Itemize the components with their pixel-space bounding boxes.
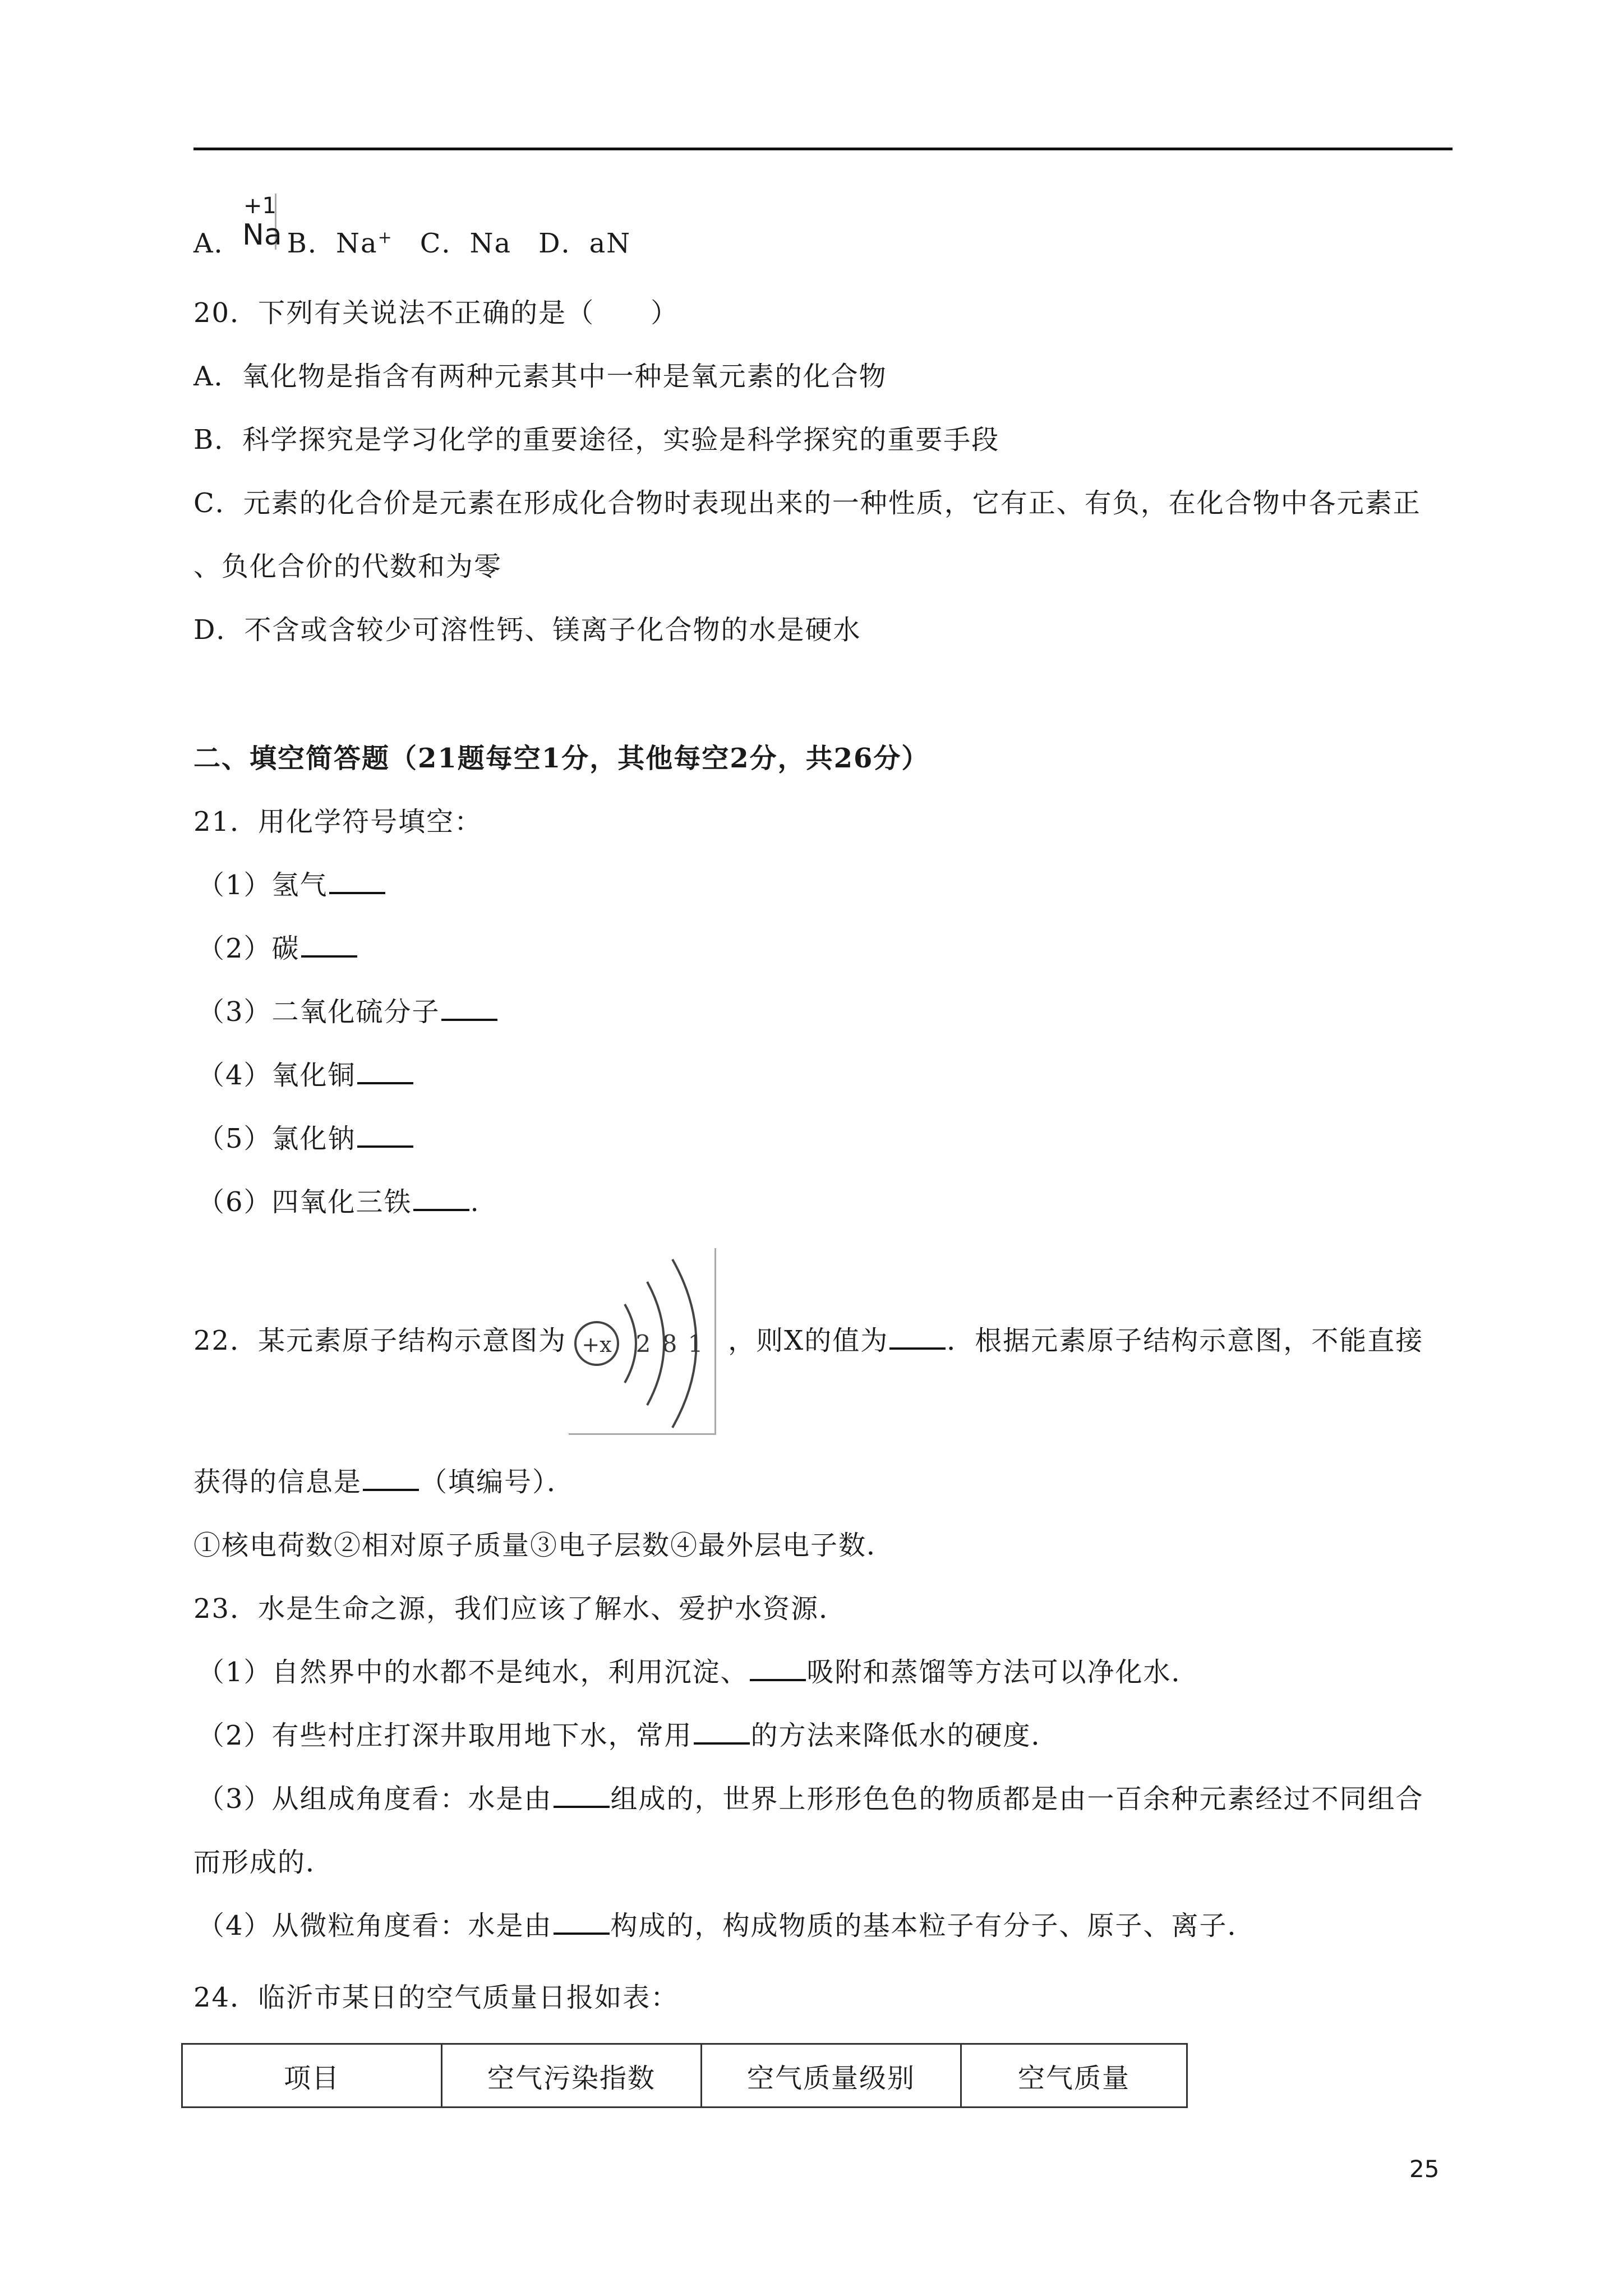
q24-stem: 24．临沂市某日的空气质量日报如表： bbox=[193, 1982, 679, 2013]
q22-line1: 22．某元素原子结构示意图为 ，则X的值为 ．根据元素原子结构示意图，不能直接 bbox=[193, 1325, 1424, 1356]
section2-heading: 二、填空简答题（21题每空1分，其他每空2分，共26分） bbox=[193, 743, 930, 774]
q21-item-2: （2）碳 bbox=[197, 932, 358, 965]
q21-item-6: （6）四氧化三铁 . bbox=[197, 1186, 480, 1218]
atomic-structure-svg bbox=[569, 1248, 714, 1433]
q22-line3: ①核电荷数②相对原子质量③电子层数④最外层电子数． bbox=[193, 1530, 895, 1561]
q20-option-a: A．氧化物是指含有两种元素其中一种是氧元素的化合物 bbox=[193, 361, 887, 392]
table-header-row bbox=[182, 2044, 1187, 2108]
page-number: 25 bbox=[1409, 2155, 1440, 2183]
answer-blank[interactable] bbox=[554, 1910, 610, 1935]
valence-sup: +1 bbox=[243, 193, 276, 219]
q21-item-5: （5）氯化钠 bbox=[197, 1122, 414, 1156]
q20-option-b: B．科学探究是学习化学的重要途径，实验是科学探究的重要手段 bbox=[193, 424, 1000, 455]
q20-stem: 20．下列有关说法不正确的是（ ） bbox=[193, 297, 679, 329]
q23-part-3: （3）从组成角度看：水是由 组成的，世界上形形色色的物质都是由一百余种元素经过不同组合 bbox=[197, 1783, 1424, 1815]
q22-line2: 获得的信息是 （填编号）． bbox=[193, 1466, 575, 1498]
q23-part-1: （1）自然界中的水都不是纯水，利用沉淀、 吸附和蒸馏等方法可以净化水． bbox=[197, 1657, 1200, 1688]
q19-options bbox=[193, 218, 631, 260]
shell-electrons-3: 1 bbox=[688, 1330, 703, 1358]
q19-option-b: B．Na+ bbox=[287, 228, 393, 259]
q20-option-d: D．不含或含较少可溶性钙、镁离子化合物的水是硬水 bbox=[193, 614, 861, 646]
answer-blank[interactable] bbox=[889, 1325, 946, 1350]
answer-blank[interactable] bbox=[301, 933, 357, 958]
q21-item-4: （4）氧化铜 bbox=[197, 1059, 414, 1092]
q23-stem: 23．水是生命之源，我们应该了解水、爱护水资源． bbox=[193, 1593, 847, 1625]
q19-option-d: D．aN bbox=[538, 228, 631, 259]
shell-electrons-1: 2 bbox=[635, 1330, 651, 1358]
shell-electrons-2: 8 bbox=[662, 1330, 677, 1358]
answer-blank[interactable] bbox=[694, 1720, 750, 1745]
q23-part-2: （2）有些村庄打深井取用地下水，常用 的方法来降低水的硬度． bbox=[197, 1720, 1059, 1751]
answer-blank[interactable] bbox=[357, 1123, 413, 1148]
answer-blank[interactable] bbox=[413, 1186, 469, 1211]
q20-option-c-line1: C．元素的化合价是元素在形成化合物时表现出来的一种性质，它有正、有负，在化合物中各元素正 bbox=[193, 487, 1421, 519]
q21-stem: 21．用化学符号填空： bbox=[193, 806, 483, 838]
q21-item-1: （1）氢气 bbox=[197, 868, 386, 902]
answer-blank[interactable] bbox=[329, 869, 385, 894]
answer-blank[interactable] bbox=[363, 1466, 419, 1491]
air-quality-table bbox=[181, 2043, 1188, 2108]
q23-part-3-cont: 而形成的． bbox=[193, 1847, 334, 1878]
q23-part-4: （4）从微粒角度看：水是由 构成的，构成物质的基本粒子有分子、原子、离子． bbox=[197, 1910, 1256, 1941]
q20-option-c-line2: 、负化合价的代数和为零 bbox=[193, 551, 502, 582]
answer-blank[interactable] bbox=[554, 1783, 610, 1808]
valence-element: Na bbox=[242, 218, 282, 252]
q19-option-c: C．Na bbox=[419, 228, 512, 259]
nucleus-label: +x bbox=[582, 1332, 612, 1357]
answer-blank[interactable] bbox=[441, 996, 497, 1021]
table-header-cell: 项目 bbox=[182, 2044, 442, 2108]
answer-blank[interactable] bbox=[357, 1060, 413, 1084]
table-header-cell: 空气污染指数 bbox=[442, 2044, 702, 2108]
answer-blank[interactable] bbox=[750, 1657, 806, 1681]
q21-item-3: （3）二氧化硫分子 bbox=[197, 995, 499, 1029]
table-header-cell: 空气质量 bbox=[961, 2044, 1187, 2108]
atomic-structure-diagram bbox=[569, 1248, 716, 1435]
table-header-cell: 空气质量级别 bbox=[702, 2044, 961, 2108]
shell-arc-1 bbox=[625, 1304, 636, 1383]
q19-option-a: A． bbox=[193, 228, 242, 259]
header-rule bbox=[193, 148, 1453, 150]
